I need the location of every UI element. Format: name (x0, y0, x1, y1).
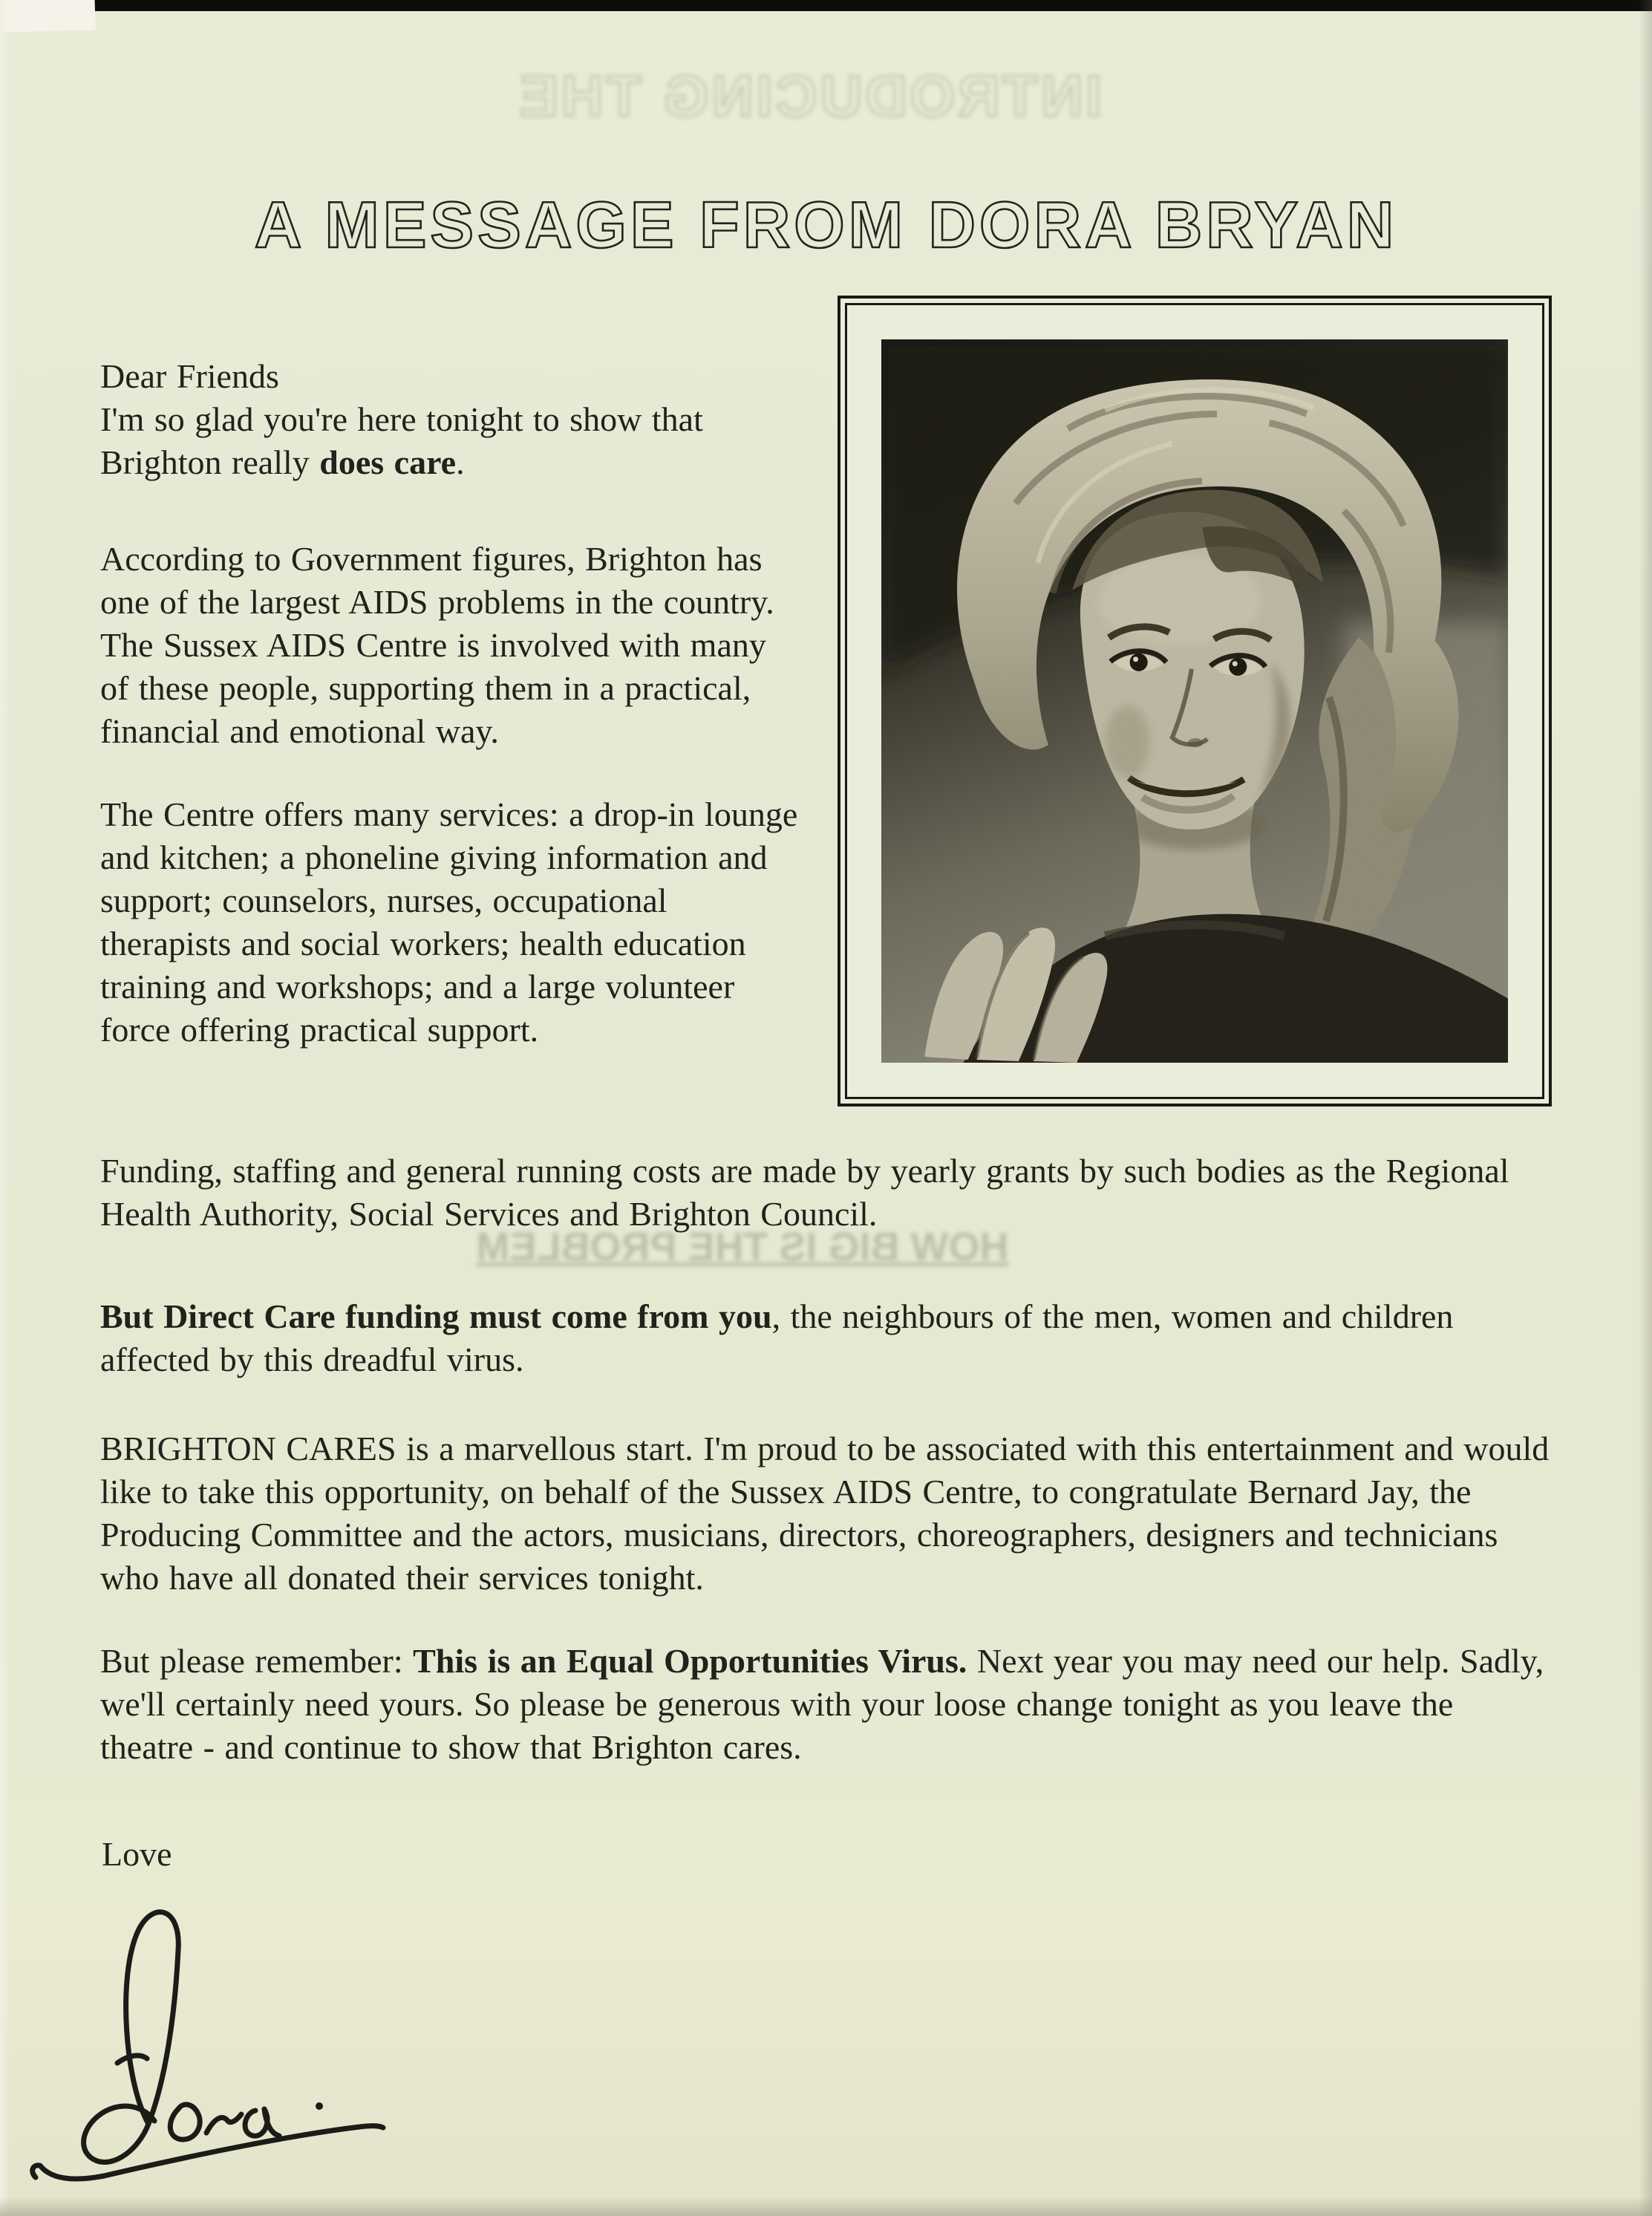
letter-paragraph: But please remember: This is an Equal Opportunities Virus. Next year you may need our help. Sadly, we'll certainly need yours. So please be generous with your loose change tonight as you leave the theatre - and continue to show that Brighton cares. (100, 1642, 1544, 1766)
letter-paragraph: The Centre offers many services: a drop-in lounge and kitchen; a phoneline giving information and support; counselors, nurses, occupational therapists and social workers; health education training and workshops; and a large volunteer force offering practical support. (100, 795, 798, 1049)
letter-paragraph: According to Government figures, Brighton has one of the largest AIDS problems in the country. The Sussex AIDS Centre is involved with many of these people, supporting them in a practical, financial and emotional way. (100, 540, 774, 750)
bleed-through-text-middle: HOW BIG IS THE PROBLEM (476, 1225, 1009, 1269)
portrait-illustration (881, 339, 1508, 1063)
dora-bryan-photo (845, 303, 1544, 1099)
scan-top-edge (0, 0, 1652, 11)
dora-signature (21, 1885, 511, 2197)
salutation: Dear Friends (100, 357, 279, 395)
signature-drawing (21, 1885, 511, 2197)
letter-full-width-column (100, 1150, 1554, 1769)
letter-paragraph: I'm so glad you're here tonight to show that Brighton really does care. (100, 400, 703, 481)
dora-bryan-photo-frame (838, 296, 1552, 1107)
closing-word: Love (102, 1835, 172, 1873)
letter-paragraph: BRIGHTON CARES is a marvellous start. I'm proud to be associated with this entertainment and would like to take this opportunity, on behalf of the Sussex AIDS Centre, to congratulate Bernard Jay, the Producing Committee and the actors, musicians, directors, choreographers, designers and technicians who have all donated their services tonight. (100, 1430, 1550, 1597)
scan-right-shade (1639, 0, 1652, 2216)
letter-paragraph: Funding, staffing and general running costs are made by yearly grants by such bodies as the Regional Health Authority, Social Services and Brighton Council. (100, 1152, 1509, 1233)
letter-paragraph: But Direct Care funding must come from you, the neighbours of the men, women and children affected by this dreadful virus. (100, 1297, 1454, 1378)
scan-corner-wedge (0, 0, 96, 33)
page-title: A MESSAGE FROM DORA BRYAN (254, 188, 1398, 261)
letter-left-column (100, 355, 804, 1052)
bleed-through-text-top: INTRODUCING THE (517, 63, 1102, 128)
